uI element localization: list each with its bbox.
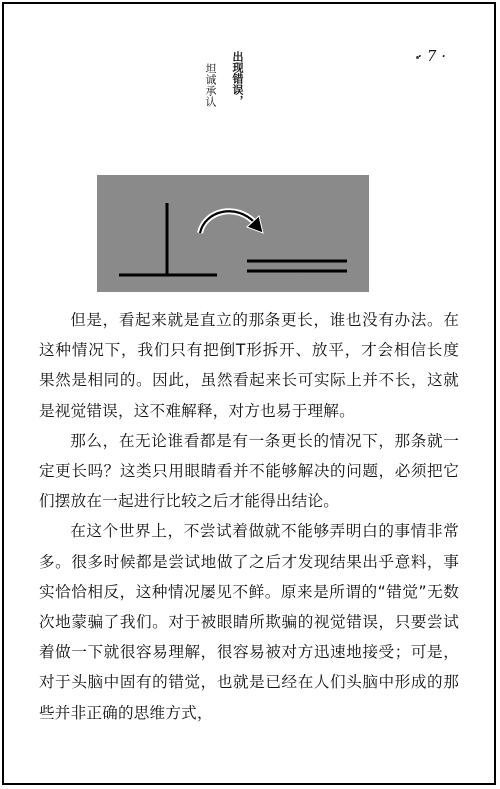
paragraph-2: 那么，在无论谁看都是有一条更长的情况下，那条就一定更长吗？这类只用眼睛看并不能够解决的问题，必须把它们摆放在一起进行比较之后才能得出结论。 <box>39 431 459 511</box>
body-text <box>39 305 459 728</box>
paragraph-1: 但是，看起来就是直立的那条更长，谁也没有办法。在这种情况下，我们只有把倒T形拆开、放平，才会相信长度果然是相同的。因此，虽然看起来长可实际上并不长，这就是视觉错误，这不难解释，对方也易于理解。 <box>39 311 459 420</box>
running-header-title: 出现错误， <box>231 51 244 106</box>
running-header-subtitle: 坦诚承认 <box>204 63 217 107</box>
illusion-figure <box>97 175 369 292</box>
page-number: · 7 · <box>417 47 446 65</box>
paragraph-3: 在这个世界上，不尝试着做就不能够弄明白的事情非常多。很多时候都是尝试地做了之后才发现结果出乎意料，事实恰恰相反，这种情况屡见不鲜。原来是所谓的“错觉”无数次地蒙骗了我们。对于被眼睛所欺骗的视觉错误，只要尝试着做一下就很容易理解，很容易被对方迅速地接受；可是，对于头脑中固有的错觉，也就是已经在人们头脑中形成的那些并非正确的思维方式， <box>39 522 459 722</box>
